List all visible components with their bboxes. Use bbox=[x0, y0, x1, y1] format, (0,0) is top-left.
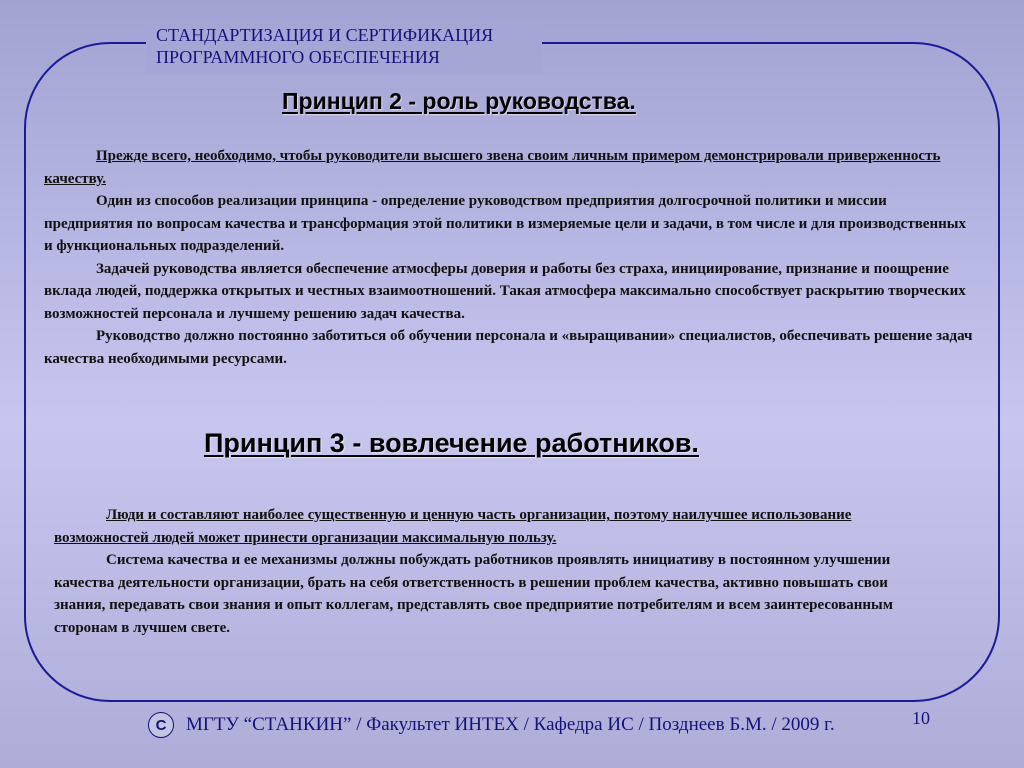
slide-header bbox=[156, 24, 493, 68]
copyright-icon: C bbox=[148, 712, 174, 738]
section1-paragraph: Руководство должно постоянно заботиться об обучении персонала и «выращивании» специалистов, обеспечивать решение задач качества необходимыми ресурсами. bbox=[44, 328, 973, 367]
section2-paragraph: Люди и составляют наиболее существенную и ценную часть организации, поэтому наилучшее использование возможностей людей может принести организации максимальную пользу. bbox=[54, 507, 852, 546]
header-title-line1: СТАНДАРТИЗАЦИЯ И СЕРТИФИКАЦИЯ bbox=[156, 25, 494, 45]
section1-body bbox=[44, 145, 976, 370]
section1-paragraph: Один из способов реализации принципа - определение руководством предприятия долгосрочной политики и миссии предприятия по вопросам качества и трансформация этой политики в измеряемые цели и задачи, в том числе и для производственных и функциональных подразделений. bbox=[44, 193, 966, 254]
section1-paragraph: Прежде всего, необходимо, чтобы руководители высшего звена своим личным примером демонстрировали приверженность качеству. bbox=[44, 148, 941, 187]
slide-footer bbox=[148, 712, 835, 738]
footer-text: МГТУ “СТАНКИН” / Факультет ИНТЕХ / Кафедра ИС / Позднеев Б.М. / 2009 г. bbox=[186, 714, 835, 735]
header-title-line2: ПРОГРАММНОГО ОБЕСПЕЧЕНИЯ bbox=[156, 47, 440, 67]
section2-heading: Принцип 3 - вовлечение работников. bbox=[204, 428, 699, 458]
section1-heading: Принцип 2 - роль руководства. bbox=[282, 88, 636, 114]
page-number: 10 bbox=[912, 708, 930, 728]
section2-body bbox=[54, 504, 930, 639]
section2-paragraph: Система качества и ее механизмы должны побуждать работников проявлять инициативу в постоянном улучшении качества деятельности организации, брать на себя ответственность в решении проблем качества, активно повышать свои знания, передавать свои знания и опыт коллегам, представлять свое предприятие потребителям и всем заинтересованным сторонам в лучшем свете. bbox=[54, 552, 893, 636]
section1-paragraph: Задачей руководства является обеспечение атмосферы доверия и работы без страха, инициирование, признание и поощрение вклада людей, поддержка открытых и честных взаимоотношений. Такая атмосфера максимально способствует раскрытию творческих возможностей персонала и лучшему решению задач качества. bbox=[44, 260, 966, 322]
